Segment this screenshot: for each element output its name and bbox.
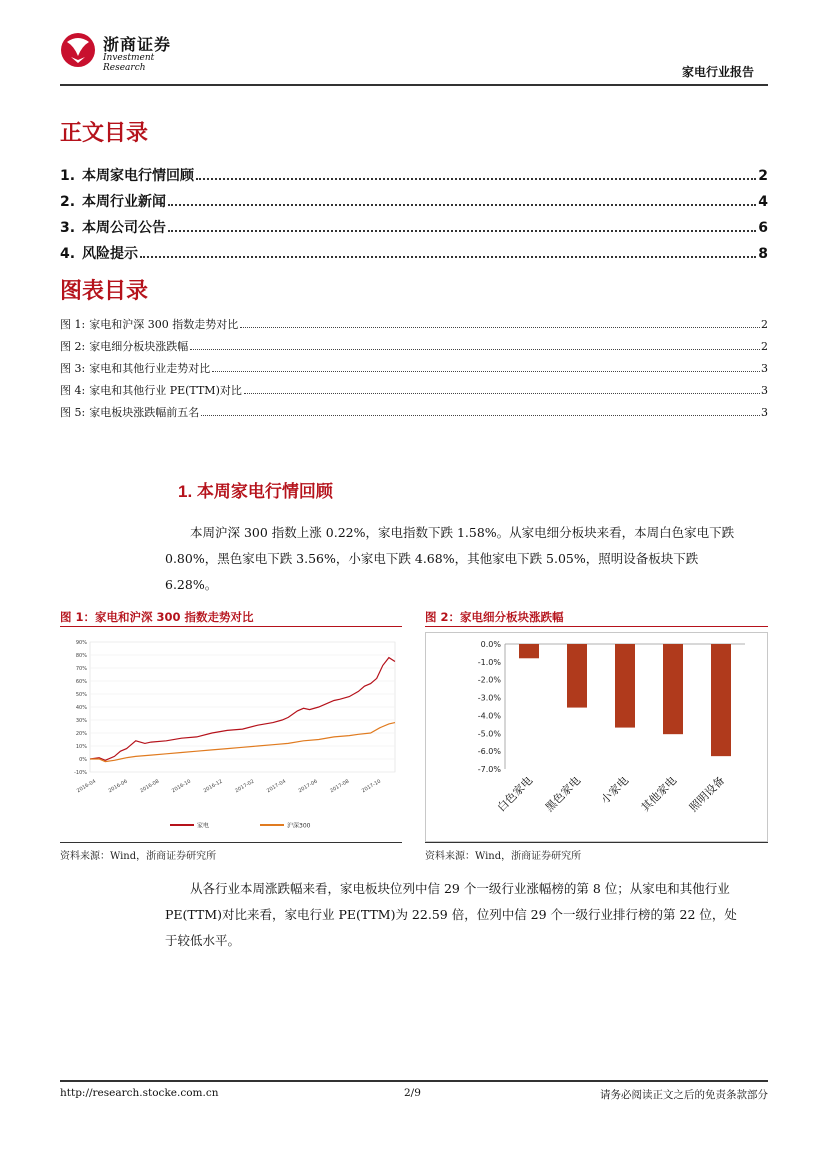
section-para-1	[165, 520, 740, 598]
bar	[615, 644, 635, 728]
toc-item-title: 本周家电行情回顾	[82, 168, 194, 184]
y-tick-label: 60%	[75, 679, 87, 685]
figure-list-page: 3	[761, 384, 768, 397]
header-rule	[60, 84, 768, 86]
toc-item[interactable]	[60, 165, 768, 185]
toc-item-title: 风险提示	[82, 246, 138, 262]
toc-item-title: 本周公司公告	[82, 220, 166, 236]
x-tick-label: 2016-04	[75, 778, 97, 795]
toc-item-page: 6	[758, 220, 768, 236]
bar	[519, 644, 539, 658]
figure-list-item[interactable]	[60, 382, 768, 398]
toc-leader-dots	[196, 178, 756, 180]
toc-item-number: 2.	[60, 194, 76, 210]
figure-list-leader-dots	[240, 327, 760, 328]
y-tick-label: 10%	[75, 744, 87, 750]
figure-list-item[interactable]	[60, 404, 768, 420]
toc-item[interactable]	[60, 243, 768, 263]
y-tick-label: 0%	[79, 757, 87, 763]
toc-item-page: 4	[758, 194, 768, 210]
y-tick-label: 70%	[75, 666, 87, 672]
x-tick-label: 2016-06	[107, 778, 129, 795]
x-tick-label: 2017-02	[234, 778, 256, 795]
toc-item[interactable]	[60, 217, 768, 237]
y-tick-label: -3.0%	[477, 693, 501, 703]
bar	[567, 644, 587, 708]
logo-mark-icon	[58, 30, 98, 70]
para-1-text: 本周沪深 300 指数上涨 0.22%，家电指数下跌 1.58%。从家电细分板块来看，本周白色家电下跌 0.80%，黑色家电下跌 3.56%，小家电下跌 4.68%，其他家电下跌 5.05%，照明设备板块下跌 6.28%。	[165, 525, 735, 592]
y-tick-label: 40%	[75, 705, 87, 711]
section-para-2	[165, 876, 740, 954]
footer-url[interactable]: http://research.stocke.com.cn	[60, 1087, 219, 1099]
toc-item-page: 2	[758, 168, 768, 184]
toc-item-number: 4.	[60, 246, 76, 262]
y-tick-label: -1.0%	[477, 657, 501, 667]
figure1-title: 图 1：家电和沪深 300 指数走势对比	[60, 610, 254, 624]
legend-label: 沪深300	[287, 822, 311, 830]
y-tick-label: -4.0%	[477, 711, 501, 721]
figure-list-label: 图 3:	[60, 362, 86, 375]
x-tick-label: 小家电	[598, 773, 632, 807]
toc-item-number: 3.	[60, 220, 76, 236]
figure2-title: 图 2：家电细分板块涨跌幅	[425, 610, 564, 624]
logo-cn-text: 浙商证券	[103, 37, 172, 54]
y-tick-label: -5.0%	[477, 729, 501, 739]
toc-leader-dots	[168, 230, 756, 232]
y-tick-label: 20%	[75, 731, 87, 737]
figure-list-page: 2	[761, 340, 768, 353]
figure2-top-rule	[425, 626, 768, 627]
figure2-bar-chart	[425, 632, 768, 842]
toc-leader-dots	[140, 256, 756, 258]
x-tick-label: 2016-10	[170, 778, 192, 795]
figure-list-leader-dots	[212, 371, 760, 372]
toc-item-title: 本周行业新闻	[82, 194, 166, 210]
figure-list-item[interactable]	[60, 338, 768, 354]
figure-list-label: 图 5:	[60, 406, 86, 419]
figure-list-label: 图 4:	[60, 384, 86, 397]
toc-heading: 正文目录	[60, 120, 149, 145]
footer-disclaimer: 请务必阅读正文之后的免责条款部分	[600, 1089, 768, 1101]
y-tick-label: 50%	[75, 692, 87, 698]
figure-list-page: 3	[761, 406, 768, 419]
report-type: 家电行业报告	[681, 65, 754, 79]
figure-list-leader-dots	[190, 349, 760, 350]
toc-item-number: 1.	[60, 168, 76, 184]
footer-page-number: 2/9	[404, 1087, 421, 1099]
x-tick-label: 2017-06	[297, 778, 319, 795]
figure1-line-chart	[60, 632, 402, 842]
bar	[711, 644, 731, 756]
bar	[663, 644, 683, 734]
logo	[58, 28, 198, 72]
legend-label: 家电	[197, 822, 210, 830]
figure-list-title: 家电和其他行业 PE(TTM)对比	[89, 384, 242, 397]
y-tick-label: 80%	[75, 653, 87, 659]
x-tick-label: 2017-10	[360, 778, 382, 795]
y-tick-label: -10%	[74, 770, 87, 776]
toc-item[interactable]	[60, 191, 768, 211]
figure-list-label: 图 1:	[60, 318, 86, 331]
x-tick-label: 2017-04	[265, 778, 287, 795]
y-tick-label: -2.0%	[477, 675, 501, 685]
figure2-source: 资料来源：Wind，浙商证券研究所	[425, 851, 582, 862]
figure-list-title: 家电板块涨跌幅前五名	[89, 406, 200, 419]
y-tick-label: 30%	[75, 718, 87, 724]
y-tick-label: -6.0%	[477, 747, 501, 757]
figure-list-page: 2	[761, 318, 768, 331]
para-2-text: 从各行业本周涨跌幅来看，家电板块位列中信 29 个一级行业涨幅榜的第 8 位；从家电和其他行业 PE(TTM)对比来看，家电行业 PE(TTM)为 22.59 倍，位列中信 29 个一级行业排行榜的第 22 位，处于较低水平。	[165, 881, 737, 948]
y-tick-label: 90%	[75, 640, 87, 646]
x-tick-label: 白色家电	[494, 773, 536, 815]
figure-list-leader-dots	[244, 393, 760, 394]
figure2-bottom-rule	[425, 842, 768, 843]
figure1-source: 资料来源：Wind，浙商证券研究所	[60, 851, 217, 862]
x-tick-label: 照明设备	[686, 773, 728, 815]
figure-list-page: 3	[761, 362, 768, 375]
x-tick-label: 其他家电	[638, 773, 680, 815]
figure-list-title: 家电和其他行业走势对比	[89, 362, 211, 375]
x-tick-label: 黑色家电	[542, 773, 584, 815]
figure-list-heading: 图表目录	[60, 278, 149, 303]
y-tick-label: -7.0%	[477, 765, 501, 774]
figure-list-leader-dots	[201, 415, 760, 416]
section-title: 1. 本周家电行情回顾	[178, 482, 333, 501]
x-tick-label: 2016-12	[202, 778, 224, 795]
y-tick-label: 0.0%	[480, 640, 501, 649]
figure-list-title: 家电和沪深 300 指数走势对比	[89, 318, 239, 331]
toc-item-page: 8	[758, 246, 768, 262]
figure1-top-rule	[60, 626, 402, 627]
footer-rule	[60, 1080, 768, 1082]
figure-list-item[interactable]	[60, 316, 768, 332]
x-tick-label: 2016-08	[139, 778, 161, 795]
logo-en-text: Investment Research	[103, 53, 155, 73]
toc-leader-dots	[168, 204, 756, 206]
figure-list-item[interactable]	[60, 360, 768, 376]
figure1-bottom-rule	[60, 842, 402, 843]
x-tick-label: 2017-08	[329, 778, 351, 795]
figure-list-label: 图 2:	[60, 340, 86, 353]
figure-list-title: 家电细分板块涨跌幅	[89, 340, 189, 353]
